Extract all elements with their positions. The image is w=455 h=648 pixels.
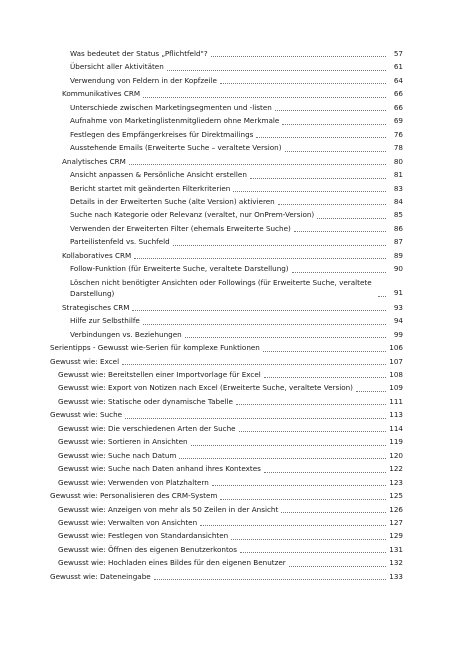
dot-leader (143, 97, 386, 98)
toc-entry[interactable] (0, 462, 455, 475)
toc-entry[interactable] (0, 222, 455, 235)
dot-leader (211, 56, 386, 57)
toc-entry-page-number: 114 (389, 423, 403, 433)
toc-entry-page-number: 90 (393, 264, 403, 274)
toc-entry-page-number: 131 (389, 544, 403, 554)
toc-entry[interactable] (0, 449, 455, 462)
toc-entry-title: Unterschiede zwischen Marketingsegmenten und -listen (70, 102, 272, 112)
toc-entry-page-number: 87 (393, 237, 403, 247)
toc-entry[interactable] (0, 74, 455, 87)
toc-entry-title: Verbindungen vs. Beziehungen (70, 329, 182, 339)
toc-entry-title: Gewusst wie: Personalisieren des CRM-System (50, 491, 218, 501)
toc-entry[interactable] (0, 570, 455, 583)
dot-leader (220, 83, 386, 84)
toc-entry-page-number: 85 (393, 210, 403, 220)
toc-entry-title: Strategisches CRM (62, 302, 130, 312)
dot-leader (167, 70, 386, 71)
dot-leader (289, 566, 386, 567)
dot-leader (191, 445, 386, 446)
toc-entry-title: Gewusst wie: Sortieren in Ansichten (58, 437, 188, 447)
toc-entry-title: Gewusst wie: Verwalten von Ansichten (58, 517, 198, 527)
dot-leader (240, 552, 386, 553)
toc-entry-page-number: 89 (393, 250, 403, 260)
dot-leader (250, 178, 386, 179)
dot-leader (179, 458, 386, 459)
dot-leader (278, 204, 386, 205)
toc-entry-page-number: 106 (389, 343, 403, 353)
toc-entry-title: Was bedeutet der Status „Pflichtfeld"? (70, 49, 208, 58)
dot-leader (292, 272, 386, 273)
toc-entry-title: Aufnahme von Marketinglistenmitgliedern ohne Merkmale (70, 116, 280, 126)
toc-entry-title: Gewusst wie: Öffnen des eigenen Benutzerkontos (58, 544, 237, 554)
toc-entry[interactable] (0, 435, 455, 448)
toc-entry-title: Gewusst wie: Suche nach Datum (58, 450, 177, 460)
toc-entry[interactable] (0, 543, 455, 556)
toc-entry-page-number: 119 (389, 437, 403, 447)
dot-leader (317, 218, 386, 219)
dot-leader (125, 418, 386, 419)
toc-entry-page-number: 129 (389, 531, 403, 541)
toc-entry[interactable] (0, 141, 455, 154)
dot-leader (282, 124, 386, 125)
toc-entry[interactable] (0, 328, 455, 341)
toc-entry-page-number: 80 (393, 156, 403, 166)
toc-entry-page-number: 78 (393, 143, 403, 153)
toc-entry-title: Gewusst wie: Hochladen eines Bildes für den eigenen Benutzer (58, 558, 286, 568)
toc-entry-page-number: 76 (393, 129, 403, 139)
dot-leader (134, 258, 386, 259)
toc-entry-page-number: 83 (393, 183, 403, 193)
toc-entry-page-number: 81 (393, 170, 403, 180)
toc-entry[interactable] (0, 314, 455, 327)
toc-entry-page-number: 94 (393, 316, 403, 326)
toc-entry-page-number: 113 (389, 410, 403, 420)
toc-entry-title: Gewusst wie: Excel (50, 356, 120, 366)
toc-entry[interactable] (0, 195, 455, 208)
toc-entry[interactable] (0, 422, 455, 435)
dot-leader (233, 191, 386, 192)
dot-leader (264, 472, 386, 473)
dot-leader (378, 296, 386, 297)
toc-entry-title: Gewusst wie: Suche nach Daten anhand ihres Kontextes (58, 464, 261, 474)
dot-leader (275, 110, 386, 111)
toc-entry-title: Gewusst wie: Statische oder dynamische Tabelle (58, 396, 233, 406)
toc-entry[interactable] (0, 182, 455, 195)
toc-entry[interactable] (0, 556, 455, 569)
dot-leader (236, 404, 386, 405)
toc-entry[interactable] (0, 355, 455, 368)
toc-entry-title: Gewusst wie: Die verschiedenen Arten der Suche (58, 423, 236, 433)
dot-leader (356, 391, 386, 392)
toc-entry-title: Gewusst wie: Verwenden von Platzhaltern (58, 477, 209, 487)
toc-entry-page-number: 66 (393, 89, 403, 99)
toc-entry[interactable] (0, 249, 455, 262)
toc-entry[interactable] (0, 381, 455, 394)
dot-leader (231, 539, 386, 540)
dot-leader (143, 324, 386, 325)
toc-entry-title: Ausstehende Emails (Erweiterte Suche – veraltete Version) (70, 143, 282, 153)
toc-entry-page-number: 120 (389, 450, 403, 460)
toc-entry-page-number: 122 (389, 464, 403, 474)
toc-entry-title: Gewusst wie: Dateneingabe (50, 571, 151, 581)
toc-entry-page-number: 99 (393, 329, 403, 339)
dot-leader (285, 151, 386, 152)
toc-entry[interactable] (0, 301, 455, 314)
toc-entry-title: Analytisches CRM (62, 156, 126, 166)
toc-entry-page-number: 69 (393, 116, 403, 126)
toc-entry-title: Gewusst wie: Anzeigen von mehr als 50 Zeilen in der Ansicht (58, 504, 279, 514)
toc-entry-title: Löschen nicht benötigter Ansichten oder Followings (für Erweiterte Suche, veraltete Darstellung) (70, 277, 372, 299)
toc-entry[interactable] (0, 60, 455, 73)
toc-entry-title: Parteilistenfeld vs. Suchfeld (70, 237, 170, 247)
dot-leader (294, 231, 386, 232)
dot-leader (200, 525, 386, 526)
toc-entry[interactable] (0, 368, 455, 381)
toc-entry-title: Verwendung von Feldern in der Kopfzeile (70, 75, 217, 85)
toc-entry-title: Gewusst wie: Festlegen von Standardansichten (58, 531, 229, 541)
toc-entry[interactable] (0, 408, 455, 421)
toc-entry-page-number: 133 (389, 571, 403, 581)
toc-entry-title: Kollaboratives CRM (62, 250, 132, 260)
toc-entry-title: Bericht startet mit geänderten Filterkriterien (70, 183, 231, 193)
toc-entry[interactable] (0, 341, 455, 354)
toc-entry-title: Ansicht anpassen & Persönliche Ansicht erstellen (70, 170, 247, 180)
toc-entry-title: Details in der Erweiterten Suche (alte Version) aktivieren (70, 196, 275, 206)
toc-entry-page-number: 66 (393, 102, 403, 112)
toc-entry[interactable] (0, 101, 455, 114)
toc-entry-page-number: 86 (393, 223, 403, 233)
toc-entry[interactable] (0, 516, 455, 529)
toc-entry-title: Festlegen des Empfängerkreises für Direktmailings (70, 129, 254, 139)
toc-entry[interactable] (0, 208, 455, 221)
toc-entry-title: Verwenden der Erweiterten Filter (ehemals Erweiterte Suche) (70, 223, 291, 233)
toc-entry[interactable] (0, 476, 455, 489)
toc-entry-title: Serientipps - Gewusst wie-Serien für komplexe Funktionen (50, 343, 260, 353)
dot-leader (122, 364, 386, 365)
dot-leader (185, 337, 386, 338)
dot-leader (281, 512, 386, 513)
toc-entry-page-number: 91 (393, 288, 403, 298)
toc-entry[interactable] (0, 155, 455, 168)
toc-entry-page-number: 57 (393, 49, 403, 58)
toc-entry-page-number: 127 (389, 517, 403, 527)
toc-entry-page-number: 123 (389, 477, 403, 487)
toc-entry-page-number: 108 (389, 369, 403, 379)
toc-entry[interactable] (0, 235, 455, 248)
dot-leader (256, 137, 386, 138)
toc-entry[interactable] (0, 395, 455, 408)
dot-leader (129, 164, 386, 165)
toc-entry[interactable] (0, 489, 455, 502)
toc-entry-page-number: 107 (389, 356, 403, 366)
toc-entry-title: Gewusst wie: Bereitstellen einer Importvorlage für Excel (58, 369, 261, 379)
toc-entry-title: Suche nach Kategorie oder Relevanz (veraltet, nur OnPrem-Version) (70, 210, 315, 220)
toc-entry-title: Kommunikatives CRM (62, 89, 141, 99)
toc-entry-page-number: 125 (389, 491, 403, 501)
toc-entry[interactable] (0, 114, 455, 127)
toc-entry-page-number: 61 (393, 62, 403, 72)
toc-entry-page-number: 111 (389, 396, 403, 406)
toc-entry-page-number: 84 (393, 196, 403, 206)
toc-entry-title: Gewusst wie: Suche (50, 410, 123, 420)
toc-entry-title: Follow-Funktion (für Erweiterte Suche, veraltete Darstellung) (70, 264, 289, 274)
toc-entry-page-number: 109 (389, 383, 403, 393)
toc-entry[interactable] (0, 47, 455, 60)
toc-entry[interactable] (0, 168, 455, 181)
dot-leader (154, 579, 386, 580)
dot-leader (212, 485, 386, 486)
dot-leader (239, 431, 386, 432)
table-of-contents (0, 47, 455, 583)
toc-entry[interactable] (0, 128, 455, 141)
dot-leader (263, 351, 386, 352)
toc-entry[interactable] (0, 262, 455, 275)
toc-entry-page-number: 126 (389, 504, 403, 514)
toc-entry[interactable] (0, 87, 455, 100)
toc-entry-title: Gewusst wie: Export von Notizen nach Excel (Erweiterte Suche, veraltete Version) (58, 383, 353, 393)
toc-entry-page-number: 64 (393, 75, 403, 85)
dot-leader (264, 377, 386, 378)
toc-entry-page-number: 132 (389, 558, 403, 568)
toc-entry-page-number: 93 (393, 302, 403, 312)
toc-entry-title: Übersicht aller Aktivitäten (70, 62, 164, 72)
toc-entry-title: Hilfe zur Selbsthilfe (70, 316, 140, 326)
dot-leader (220, 499, 386, 500)
dot-leader (173, 245, 386, 246)
toc-entry[interactable] (0, 503, 455, 516)
toc-entry[interactable] (0, 276, 455, 301)
dot-leader (132, 310, 386, 311)
toc-entry[interactable] (0, 529, 455, 542)
